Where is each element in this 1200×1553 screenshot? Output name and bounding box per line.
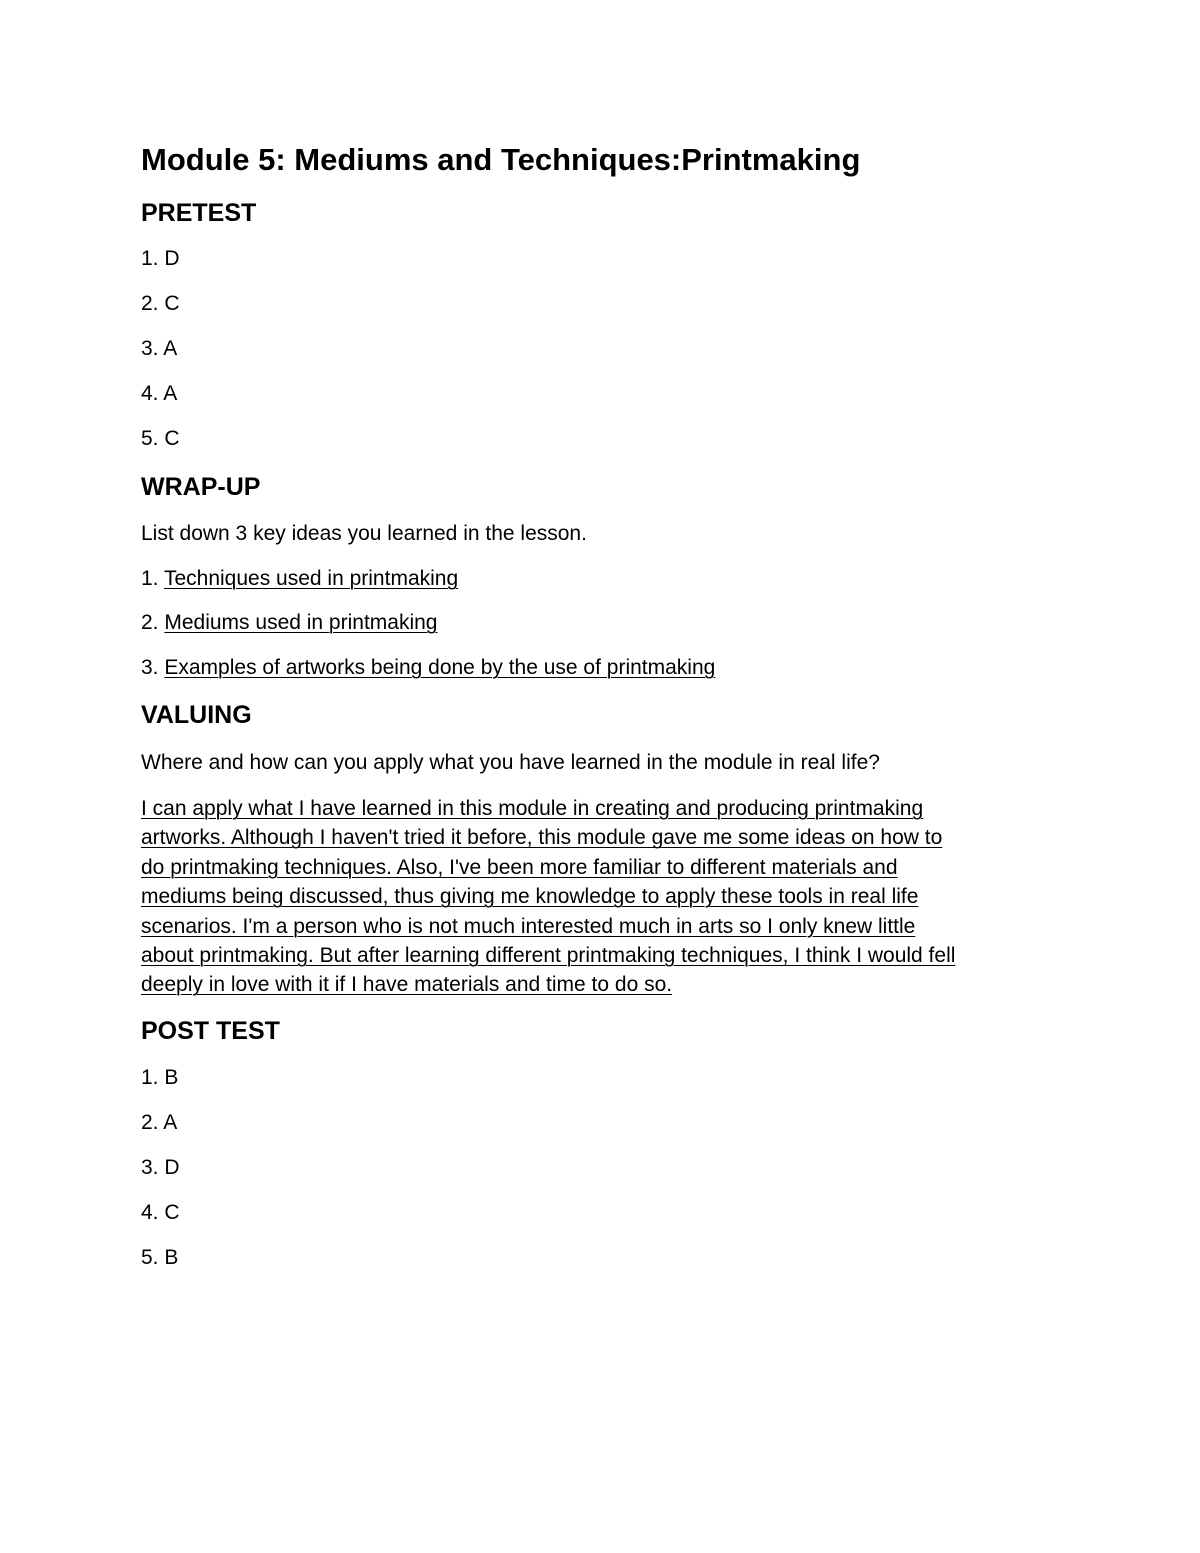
posttest-answer-3: 3. D [141, 1156, 180, 1179]
wrapup-idea-text: Techniques used in printmaking [163, 567, 459, 590]
wrapup-idea-text: Examples of artworks being done by the use of printmaking [164, 656, 716, 679]
valuing-heading: VALUING [141, 701, 252, 729]
wrapup-idea-number: 2. [141, 611, 165, 634]
wrapup-heading: WRAP-UP [141, 473, 261, 501]
wrapup-idea-text: Mediums used in printmaking [164, 611, 438, 634]
valuing-answer-line: mediums being discussed, thus giving me knowledge to apply these tools in real life [141, 885, 919, 909]
pretest-heading: PRETEST [141, 199, 257, 227]
posttest-answer-4: 4. C [141, 1201, 180, 1224]
wrapup-idea-number: 3. [141, 656, 165, 679]
valuing-answer-line: deeply in love with it if I have materials and time to do so. [141, 973, 673, 997]
valuing-answer-line: artworks. Although I haven't tried it before, this module gave me some ideas on how to [141, 826, 943, 850]
posttest-answer-2: 2. A [141, 1111, 178, 1134]
wrapup-idea-number: 1. [141, 567, 164, 590]
wrapup-prompt: List down 3 key ideas you learned in the lesson. [141, 522, 587, 545]
valuing-answer-line: do printmaking techniques. Also, I've been more familiar to different materials and [141, 855, 898, 879]
posttest-heading: POST TEST [141, 1017, 280, 1045]
pretest-answer-4: 4. A [141, 382, 178, 405]
page-title: Module 5: Mediums and Techniques:Printmaking [141, 142, 861, 177]
posttest-answer-5: 5. B [141, 1246, 179, 1269]
valuing-answer [141, 794, 1071, 1000]
posttest-answer-1: 1. B [141, 1066, 179, 1089]
wrapup-idea-2 [141, 610, 437, 636]
valuing-answer-line: about printmaking. But after learning different printmaking techniques, I think I would fell [141, 944, 956, 968]
pretest-answer-5: 5. C [141, 427, 180, 450]
pretest-answer-3: 3. A [141, 337, 178, 360]
valuing-prompt: Where and how can you apply what you have learned in the module in real life? [141, 751, 880, 774]
valuing-answer-line: scenarios. I'm a person who is not much interested much in arts so I only knew little [141, 914, 916, 938]
wrapup-idea-3 [141, 655, 715, 681]
pretest-answer-1: 1. D [141, 247, 180, 270]
pretest-answer-2: 2. C [141, 292, 180, 315]
wrapup-idea-1 [141, 566, 458, 592]
valuing-answer-line: I can apply what I have learned in this module in creating and producing printmaking [141, 797, 924, 820]
